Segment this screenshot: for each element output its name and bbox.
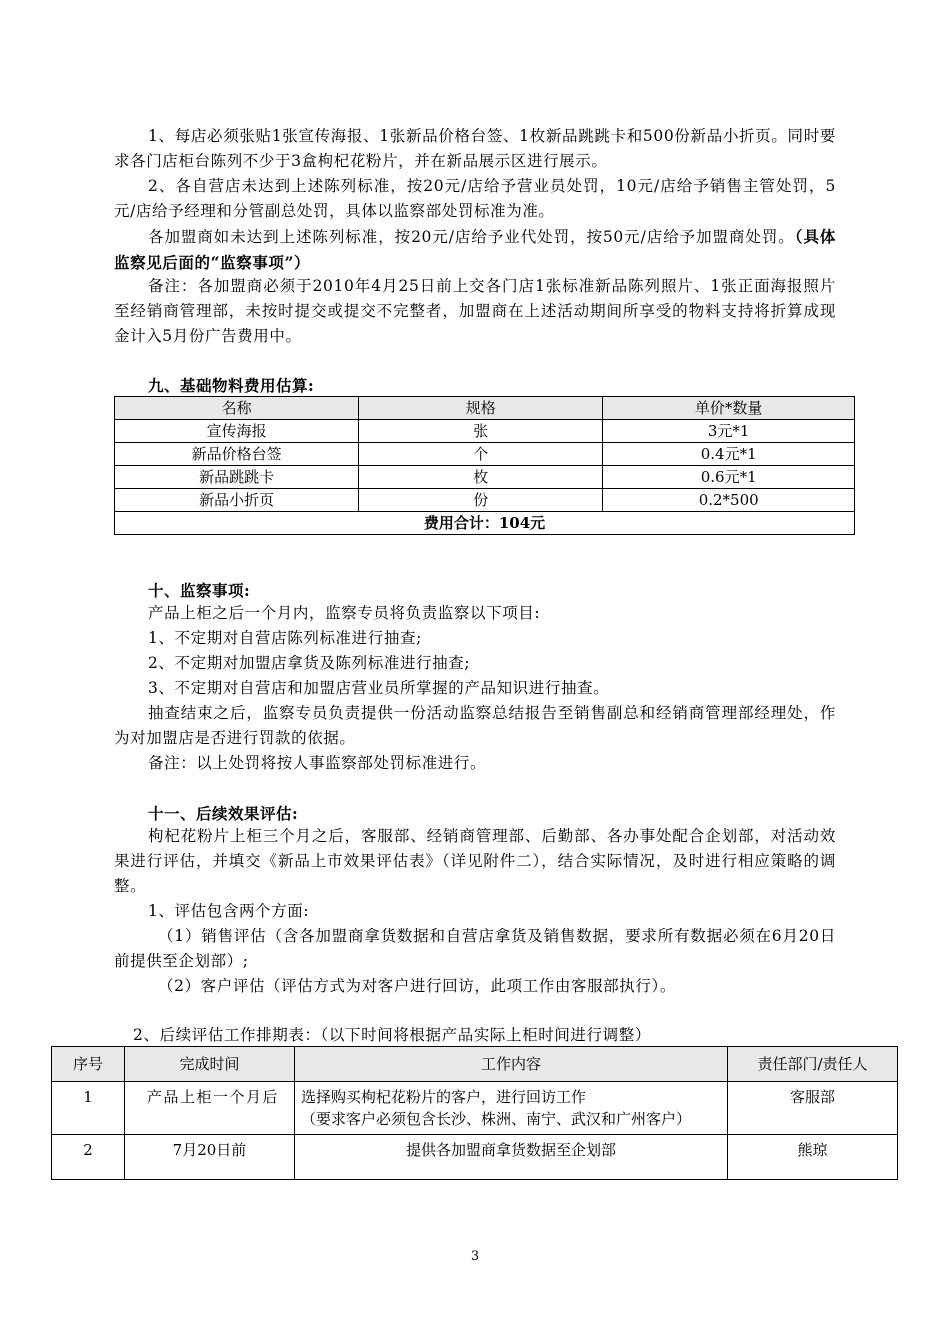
supervision-intro: 产品上柜之后一个月内，监察专员将负责监察以下项目: — [148, 604, 541, 622]
table-row — [115, 420, 855, 443]
header-owner: 责任部门/责任人 — [728, 1047, 898, 1082]
schedule-caption: 2、后续评估工作排期表：（以下时间将根据产品实际上柜时间进行调整） — [133, 1026, 651, 1044]
section-9-title: 九、基础物料费用估算: — [148, 376, 315, 395]
header-content: 工作内容 — [295, 1047, 728, 1082]
table-row — [52, 1082, 898, 1135]
cell-time — [125, 1082, 295, 1135]
table-total-row — [115, 512, 855, 535]
cell-content-line: （要求客户必须包含长沙、株洲、南宁、武汉和广州客户） — [301, 1110, 692, 1128]
cell-price: 3元*1 — [603, 420, 855, 443]
cell-spec: 张 — [359, 420, 603, 443]
cell-content: 提供各加盟商拿货数据至企划部 — [295, 1135, 728, 1180]
cell-time: 7月20日前 — [125, 1135, 295, 1180]
header-name: 名称 — [115, 397, 359, 420]
cell-spec: 枚 — [359, 466, 603, 489]
supervision-item: 3、不定期对自营店和加盟店营业员所掌握的产品知识进行抽查。 — [148, 679, 610, 697]
cell-name: 新品跳跳卡 — [115, 466, 359, 489]
cell-spec: 个 — [359, 443, 603, 466]
table-header-row — [115, 397, 855, 420]
sales-evaluation: （1）销售评估（含各加盟商拿货数据和自营店拿货及销售数据，要求所有数据必须在6月20日前提供至企划部）; — [114, 927, 836, 970]
table-row — [52, 1135, 898, 1180]
section-11-title: 十一、后续效果评估: — [148, 804, 299, 823]
self-store-penalty-paragraph: 2、各自营店未达到上述陈列标准，按20元/店给予营业员处罚，10元/店给予销售主管处罚，5元/店给予经理和分管副总处罚，具体以监察部处罚标准为准。 — [114, 177, 836, 220]
cell-content-line: 选择购买枸杞花粉片的客户，进行回访工作 — [301, 1088, 587, 1106]
cell-price: 0.4元*1 — [603, 443, 855, 466]
supervision-report-paragraph: 抽查结束之后，监察专员负责提供一份活动监察总结报告至销售副总和经销商管理部经理处，作为对加盟店是否进行罚款的依据。 — [114, 704, 836, 747]
cell-name: 宣传海报 — [115, 420, 359, 443]
evaluation-paragraph: 枸杞花粉片上柜三个月之后，客服部、经销商管理部、后勤部、各办事处配合企划部，对活动效果进行评估，并填交《新品上市效果评估表》（详见附件二），结合实际情况，及时进行相应策略的调整。 — [114, 827, 836, 895]
page-number: 3 — [470, 1249, 480, 1264]
cell-no: 2 — [52, 1135, 125, 1180]
supervision-note: 备注：以上处罚将按人事监察部处罚标准进行。 — [148, 754, 487, 772]
table-row — [115, 489, 855, 512]
customer-evaluation: （2）客户评估（评估方式为对客户进行回访，此项工作由客服部执行）。 — [158, 977, 676, 995]
cell-no: 1 — [52, 1082, 125, 1135]
cost-total: 费用合计：104元 — [115, 512, 855, 535]
table-row — [115, 443, 855, 466]
evaluation-aspects: 1、评估包含两个方面: — [148, 902, 310, 920]
cell-time-text: 产品上柜一个月后 — [147, 1088, 280, 1106]
cell-spec: 份 — [359, 489, 603, 512]
franchise-note-paragraph: 备注：各加盟商必须于2010年4月25日前上交各门店1张标准新品陈列照片、1张正面海报照片至经销商管理部，未按时提交或提交不完整者，加盟商在上述活动期间所享受的物料支持将折算成现金计入5月份广告费用中。 — [114, 277, 836, 345]
table-row — [115, 466, 855, 489]
header-no: 序号 — [52, 1047, 125, 1082]
cell-owner: 客服部 — [728, 1082, 898, 1135]
cell-owner: 熊琼 — [728, 1135, 898, 1180]
evaluation-schedule-table — [51, 1046, 898, 1180]
cell-price: 0.6元*1 — [603, 466, 855, 489]
header-time: 完成时间 — [125, 1047, 295, 1082]
table-header-row — [52, 1047, 898, 1082]
supervision-item: 1、不定期对自营店陈列标准进行抽查; — [148, 629, 422, 647]
franchise-penalty-paragraph — [114, 224, 836, 276]
header-price: 单价*数量 — [603, 397, 855, 420]
cell-name: 新品价格台签 — [115, 443, 359, 466]
supervision-item: 2、不定期对加盟店拿货及陈列标准进行抽查; — [148, 654, 471, 672]
cell-price: 0.2*500 — [603, 489, 855, 512]
franchise-penalty-text: 各加盟商如未达到上述陈列标准，按20元/店给予业代处罚，按50元/店给予加盟商处罚。 — [148, 228, 795, 246]
material-cost-table — [114, 396, 855, 535]
display-rule-paragraph: 1、每店必须张贴1张宣传海报、1张新品价格台签、1枚新品跳跳卡和500份新品小折页。同时要求各门店柜台陈列不少于3盒枸杞花粉片，并在新品展示区进行展示。 — [114, 127, 836, 170]
header-spec: 规格 — [359, 397, 603, 420]
cell-content — [295, 1082, 728, 1135]
cell-name: 新品小折页 — [115, 489, 359, 512]
supervision-reference: （具体监察见后面的“监察事项”） — [114, 227, 836, 272]
section-10-title: 十、监察事项: — [148, 581, 251, 600]
